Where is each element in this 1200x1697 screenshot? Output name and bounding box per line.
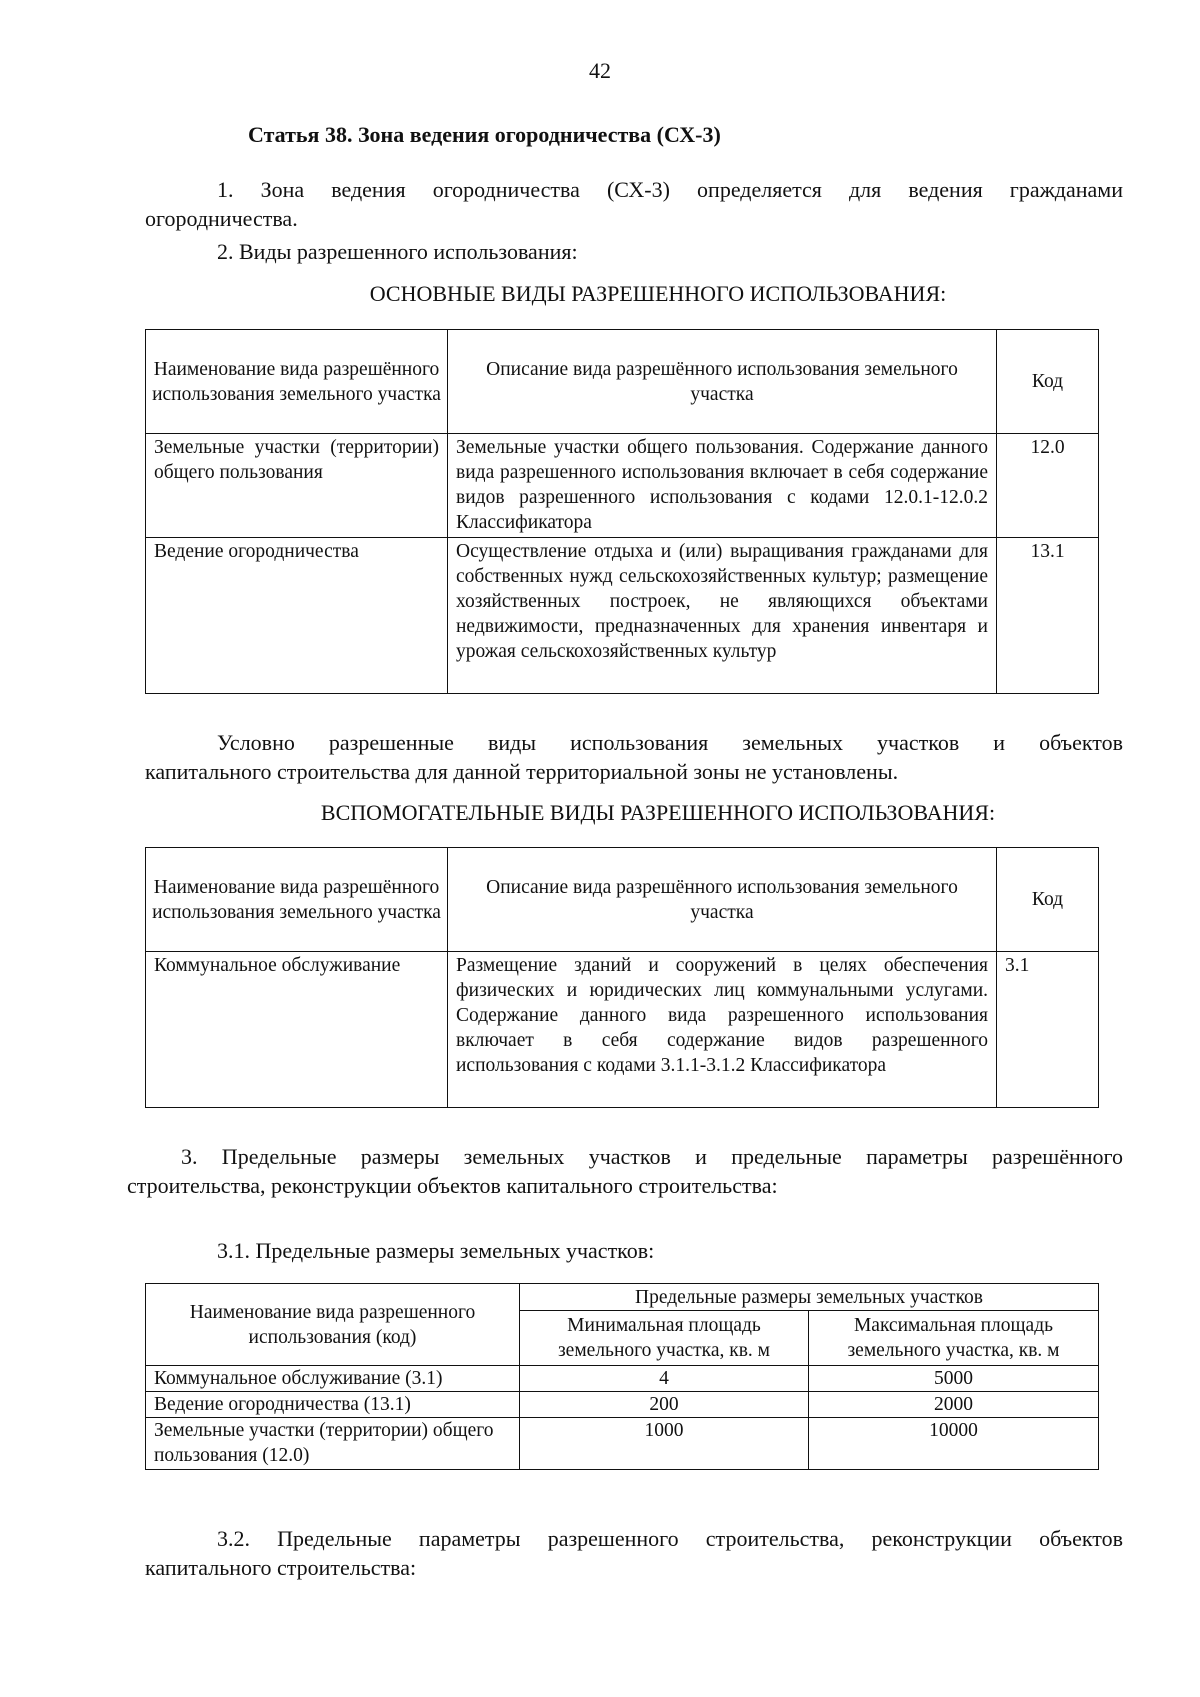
paragraph-1-line-2: огородничества.: [145, 206, 298, 231]
table-row: [146, 434, 1099, 538]
header-min-area-cell: Минимальная площадь земельного участка, кв. м: [520, 1311, 809, 1366]
size-min-cell: 200: [520, 1392, 809, 1418]
header-description-cell: Описание вида разрешённого использования земельного участка: [448, 330, 997, 434]
paragraph-3-2: [145, 1524, 1123, 1582]
table-row: [146, 538, 1099, 694]
use-code-cell: 12.0: [997, 434, 1099, 538]
article-title: Статья 38. Зона ведения огородничества (СХ-3): [248, 122, 721, 147]
paragraph-3-2-line-2: капитального строительства:: [145, 1555, 417, 1580]
size-min-cell: 1000: [520, 1418, 809, 1470]
header-max-area-cell: Максимальная площадь земельного участка, кв. м: [809, 1311, 1099, 1366]
header-description-cell: Описание вида разрешённого использования земельного участка: [448, 848, 997, 952]
header-code-cell: Код: [997, 330, 1099, 434]
size-max-cell: 10000: [809, 1418, 1099, 1470]
header-name-cell: Наименование вида разрешённого использования земельного участка: [146, 330, 448, 434]
aux-uses-heading: ВСПОМОГАТЕЛЬНЫЕ ВИДЫ РАЗРЕШЕННОГО ИСПОЛЬЗОВАНИЯ:: [320, 800, 996, 825]
page-number: 42: [589, 58, 611, 83]
table-row: [146, 1392, 1099, 1418]
use-description-cell: Размещение зданий и сооружений в целях обеспечения физических и юридических лиц коммунальными услугами. Содержание данного вида разрешенного использования включает в себя содержание видов разрешенного использования с кодами 3.1.1-3.1.2 Классификатора: [448, 952, 997, 1108]
paragraph-2: 2. Виды разрешенного использования:: [217, 239, 578, 264]
paragraph-3-line-2: строительства, реконструкции объектов капитального строительства:: [127, 1173, 778, 1198]
table-row: [146, 1366, 1099, 1392]
paragraph-3-1: 3.1. Предельные размеры земельных участков:: [217, 1238, 655, 1263]
use-description-cell: Земельные участки общего пользования. Содержание данного вида разрешенного использования включает в себя содержание видов разрешенного использования с кодами 12.0.1-12.0.2 Классификатора: [448, 434, 997, 538]
main-uses-table: [145, 329, 1099, 694]
header-group-cell: Предельные размеры земельных участков: [520, 1284, 1099, 1311]
main-uses-header-row: [146, 330, 1099, 434]
use-description-cell: Осуществление отдыха и (или) выращивания гражданами для собственных нужд сельскохозяйственных культур; размещение хозяйственных построек, не являющихся объектами недвижимости, предназначенных для хранения инвентаря и урожая сельскохозяйственных культур: [448, 538, 997, 694]
size-max-cell: 5000: [809, 1366, 1099, 1392]
table-row: [146, 952, 1099, 1108]
size-max-cell: 2000: [809, 1392, 1099, 1418]
paragraph-3-2-line-1: 3.2. Предельные параметры разрешенного строительства, реконструкции объектов: [217, 1526, 1123, 1551]
aux-uses-header-row: [146, 848, 1099, 952]
table-row: [146, 1418, 1099, 1470]
conditional-line-2: капитального строительства для данной территориальной зоны не установлены.: [145, 759, 899, 784]
header-name-cell: Наименование вида разрешённого использования земельного участка: [146, 848, 448, 952]
sizes-header-row-1: [146, 1284, 1099, 1311]
size-name-cell: Ведение огородничества (13.1): [146, 1392, 520, 1418]
use-name-cell: Ведение огородничества: [146, 538, 448, 694]
paragraph-3: [127, 1142, 1123, 1200]
main-uses-heading: ОСНОВНЫЕ ВИДЫ РАЗРЕШЕННОГО ИСПОЛЬЗОВАНИЯ:: [369, 281, 947, 306]
size-min-cell: 4: [520, 1366, 809, 1392]
size-name-cell: Коммунальное обслуживание (3.1): [146, 1366, 520, 1392]
size-name-cell: Земельные участки (территории) общего пользования (12.0): [146, 1418, 520, 1470]
conditional-line-1: Условно разрешенные виды использования земельных участков и объектов: [217, 730, 1123, 755]
paragraph-1-line-1: 1. Зона ведения огородничества (СХ-3) определяется для ведения гражданами: [217, 177, 1123, 202]
conditional-uses-paragraph: [145, 728, 1123, 786]
plot-sizes-table: [145, 1283, 1099, 1470]
use-code-cell: 3.1: [997, 952, 1099, 1108]
header-code-cell: Код: [997, 848, 1099, 952]
use-name-cell: Коммунальное обслуживание: [146, 952, 448, 1108]
paragraph-3-line-1: 3. Предельные размеры земельных участков и предельные параметры разрешённого: [181, 1144, 1123, 1169]
aux-uses-table: [145, 847, 1099, 1108]
use-name-cell: Земельные участки (территории) общего пользования: [146, 434, 448, 538]
use-code-cell: 13.1: [997, 538, 1099, 694]
header-name-cell: Наименование вида разрешенного использования (код): [146, 1284, 520, 1366]
paragraph-1: [145, 175, 1123, 233]
